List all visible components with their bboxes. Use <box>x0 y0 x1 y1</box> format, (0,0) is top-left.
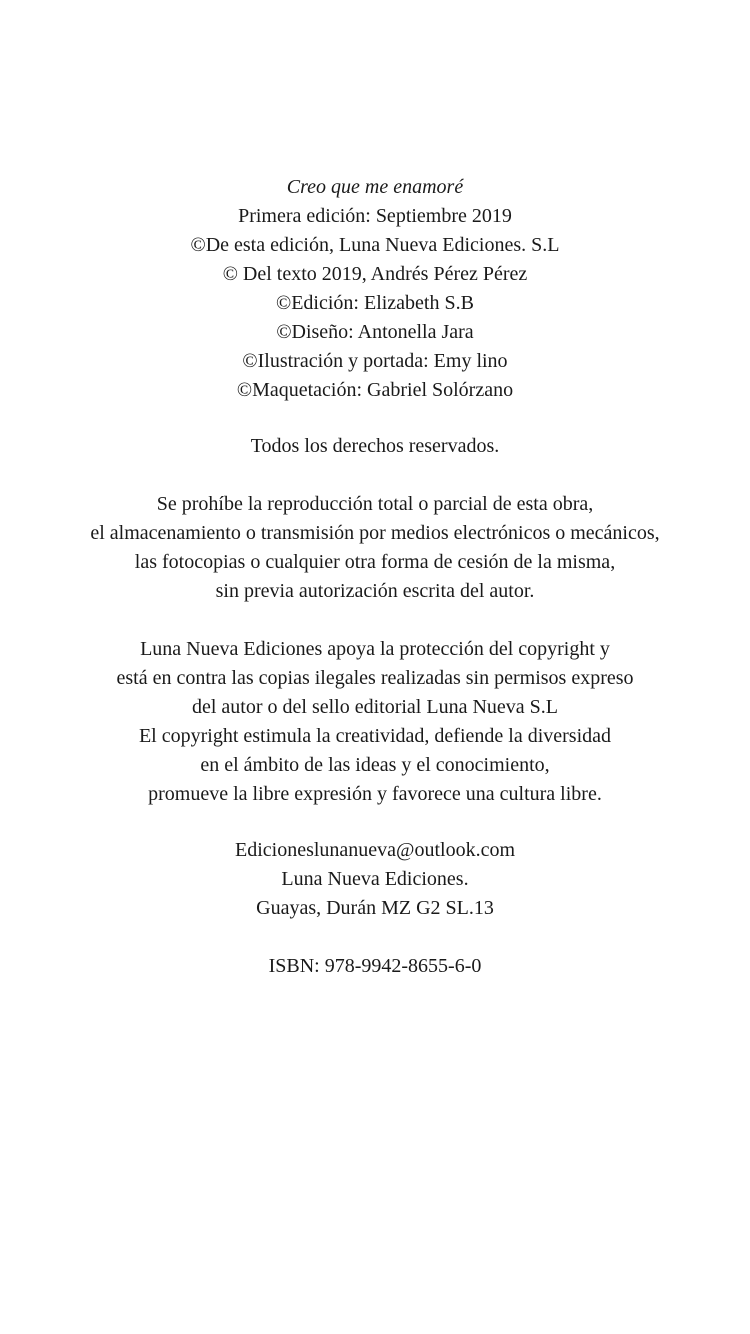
isbn-block <box>0 952 750 981</box>
copyright-statement-block <box>0 635 750 809</box>
edition-rights-line: ©De esta edición, Luna Nueva Ediciones. S.L <box>190 234 560 256</box>
prohibition-line: sin previa autorización escrita del autor. <box>215 580 535 602</box>
copyright-statement-line: del autor o del sello editorial Luna Nueva S.L <box>191 696 558 718</box>
copyright-statement-line: Luna Nueva Ediciones apoya la protección del copyright y <box>140 638 610 660</box>
prohibition-line: las fotocopias o cualquier otra forma de cesión de la misma, <box>134 551 616 573</box>
credits-block <box>0 173 750 405</box>
publisher-name: Luna Nueva Ediciones. <box>281 868 469 890</box>
design-credit-line: ©Diseño: Antonella Jara <box>276 321 474 343</box>
rights-notice: Todos los derechos reservados. <box>250 435 500 457</box>
rights-notice-block <box>0 432 750 461</box>
prohibition-line: el almacenamiento o transmisión por medios electrónicos o mecánicos, <box>90 522 660 544</box>
copyright-statement-line: está en contra las copias ilegales realizadas sin permisos expreso <box>116 667 634 689</box>
layout-credit-line: ©Maquetación: Gabriel Solórzano <box>236 379 514 401</box>
editing-credit-line: ©Edición: Elizabeth S.B <box>276 292 474 314</box>
book-title: Creo que me enamoré <box>286 176 464 198</box>
isbn-number: ISBN: 978-9942-8655-6-0 <box>268 955 482 977</box>
contact-email: Edicioneslunanueva@outlook.com <box>234 839 516 861</box>
illustration-credit-line: ©Ilustración y portada: Emy lino <box>242 350 508 372</box>
copyright-statement-line: El copyright estimula la creatividad, defiende la diversidad <box>138 725 612 747</box>
prohibition-line: Se prohíbe la reproducción total o parcial de esta obra, <box>156 493 594 515</box>
contact-block <box>0 836 750 923</box>
first-edition-line: Primera edición: Septiembre 2019 <box>238 205 512 227</box>
copyright-statement-line: promueve la libre expresión y favorece una cultura libre. <box>148 783 602 805</box>
copyright-statement-line: en el ámbito de las ideas y el conocimiento, <box>200 754 550 776</box>
publisher-address: Guayas, Durán MZ G2 SL.13 <box>256 897 494 919</box>
text-rights-line: © Del texto 2019, Andrés Pérez Pérez <box>222 263 528 285</box>
prohibition-block <box>0 490 750 606</box>
